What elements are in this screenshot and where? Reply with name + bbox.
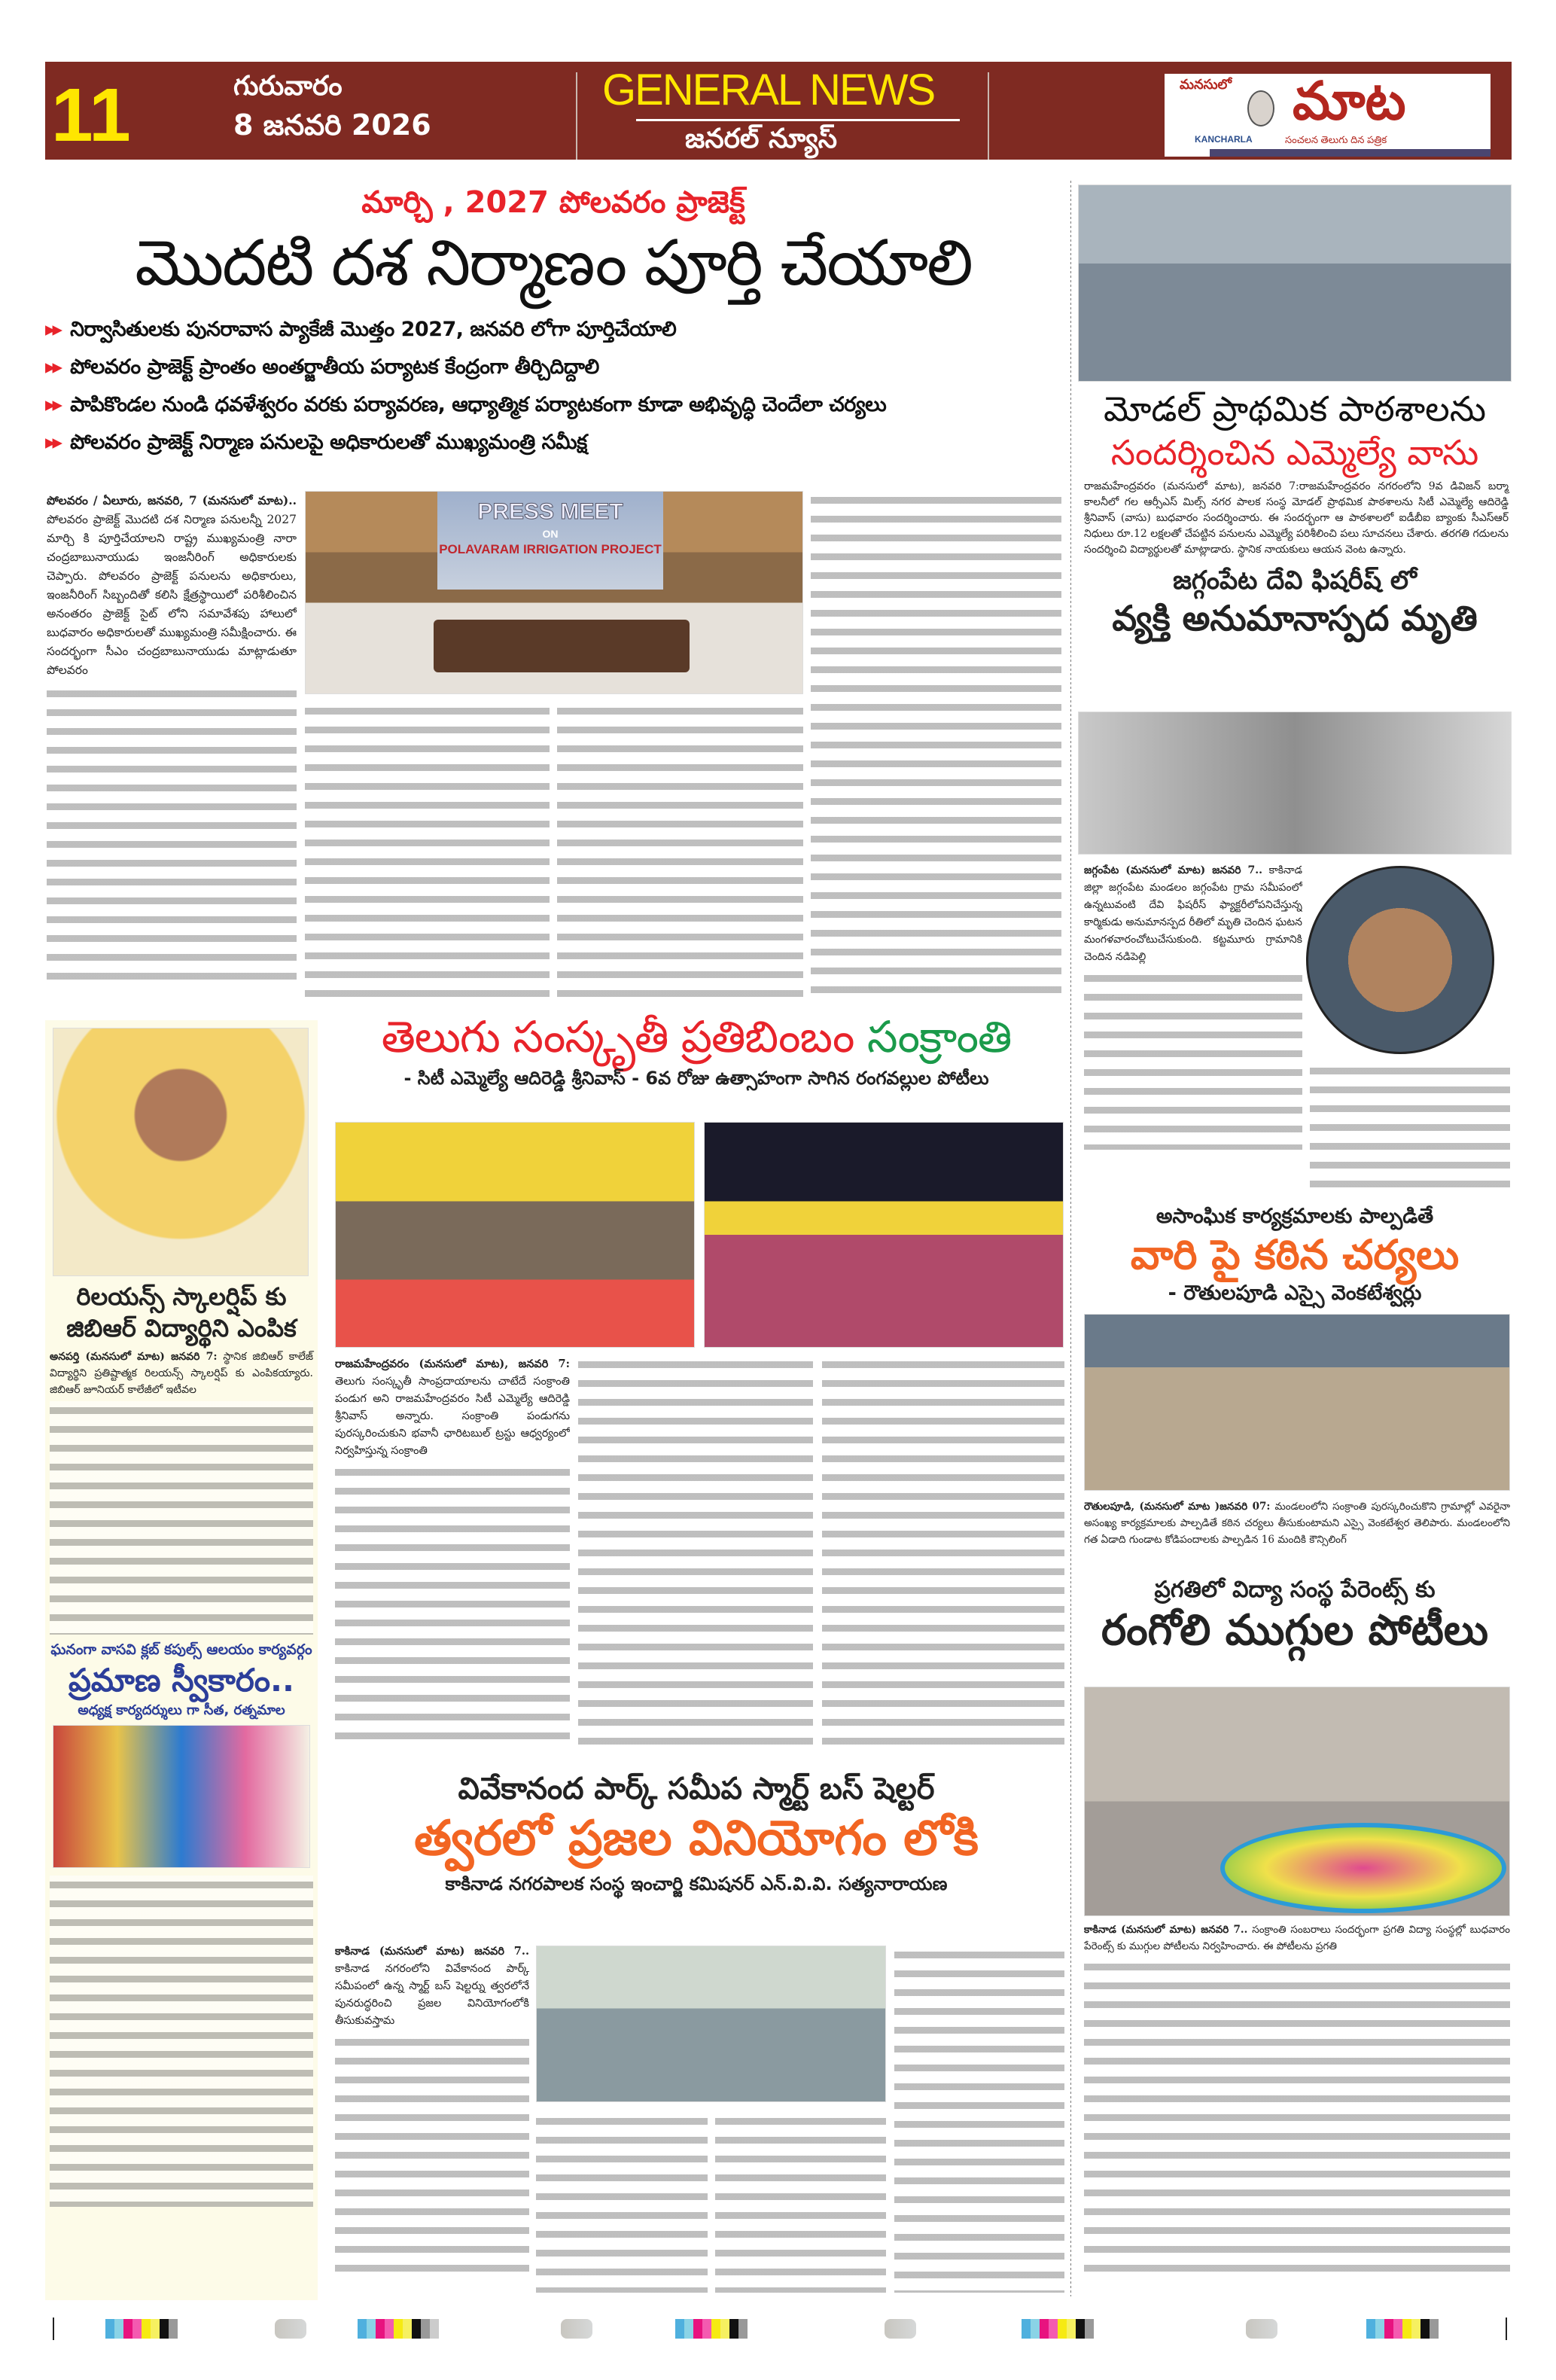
body-text: కాకినాడ జిల్లా జగ్గంపేట మండలం జగ్గంపేట గ్రామ సమీపంలో ఉన్నటువంటి దేవి ఫిషరీస్ ఫ్యాక్టరీలోపనిచేస్తున్న కార్మికుడు అనుమానస్పద రీతిలో మృతి చెందిన ఘటన మంగళవారంచోటుచేసుకుంది. కట్టమూరు గ్రామానికి చెందిన నడిపెల్లి: [1084, 864, 1302, 963]
logo-brand: KANCHARLA: [1195, 134, 1253, 145]
dateline: జగ్గంపేట (మనసులో మాట) జనవరి 7..: [1084, 864, 1263, 876]
lead-header: [45, 184, 1061, 467]
color-calibration-bar: [358, 2319, 439, 2339]
left-column-flow: [45, 1020, 318, 2207]
grey-patch: [275, 2319, 306, 2339]
masthead: [45, 62, 1512, 160]
vasavi-subhead: అధ్యక్ష కార్యదర్శులు గా సీత, రత్నమాల: [78, 1702, 285, 1718]
lead-bullet: [45, 392, 1061, 419]
headline-green-part: సంక్రాంతి: [866, 1011, 1012, 1062]
bus-headline: త్వరలో ప్రజల వినియోగం లోకి: [414, 1811, 979, 1867]
text-lines: [811, 491, 1061, 1003]
body-text: మండలంలోని సంక్రాంతి పురస్కరించుకొని గ్రామాల్లో ఎవరైనా అసంఖ్య కార్యక్రమాలకు పాల్పడితే కఠిన చర్యలు తీసుకుంటామని ఎస్సై వెంకటేశ్వర తెలిపారు. మండలంలోని గత ఏడాది గుండాట కోడిపందాలకు పాల్పడిన 16 మందికి కౌన్సిలింగ్: [1084, 1501, 1510, 1546]
bullet-arrow-icon: ▸▸: [45, 431, 60, 454]
bullet-arrow-icon: ▸▸: [45, 355, 60, 379]
bullet-text: పోలవరం ప్రాజెక్ట్ నిర్మాణ పనులపై అధికారులతో ముఖ్యమంత్రి సమీక్ష: [70, 431, 587, 454]
death-photo: [1078, 712, 1512, 855]
police-headline: వారి పై కఠిన చర్యలు: [1130, 1231, 1460, 1278]
dateline: రౌతులపూడి, (మనసులో మాట )జనవరి 07:: [1084, 1501, 1271, 1513]
text-lines: [1084, 969, 1302, 1150]
newspaper-logo: [1165, 74, 1491, 157]
grey-patch: [885, 2319, 916, 2339]
text-lines: [894, 1946, 1064, 2293]
divider: [576, 72, 577, 160]
logo-portrait-icon: [1247, 90, 1274, 126]
color-calibration-bar: [675, 2319, 748, 2339]
grey-patch: [1246, 2319, 1277, 2339]
text-lines: [335, 2033, 529, 2281]
divider: [636, 119, 960, 121]
logo-small-text: మనసులో: [1180, 77, 1232, 92]
body-text: తెలుగు సంస్కృతీ సాంప్రదాయాలను చాటేదే సంక్రాంతి పండుగ అని రాజమహేంద్రవరం సిటీ ఎమ్మెల్యే ఆదిరెడ్డి శ్రీనివాస్ అన్నారు. సంక్రాంతి పండుగను పురస్కరించుకుని భవానీ ఛారిటబుల్ ట్రస్టు ఆధ్వర్యంలో నిర్వహిస్తున్న సంక్రాంతి: [335, 1376, 570, 1457]
text-lines: [1310, 1062, 1510, 1197]
lead-bullet: [45, 316, 1061, 343]
divider: [988, 72, 989, 160]
dateline: అనపర్తి (మనసులో మాట) జనవరి 7:: [50, 1351, 218, 1363]
vasavi-photo: [53, 1725, 310, 1868]
lead-bullet: [45, 429, 1061, 456]
police-subhead: - రౌతులపూడి ఎస్సై వెంకటేశ్వర్లు: [1168, 1281, 1422, 1305]
dateline: పోలవరం / ఏలూరు, జనవరి, 7 (మనసులో మాట)..: [47, 493, 297, 507]
text-lines: [557, 702, 803, 1003]
sankranti-headline: [327, 1010, 1065, 1063]
bus-shelter-photo: [536, 1946, 886, 2102]
school-headline-red: సందర్శించిన ఎమ్మెల్యే వాసు: [1110, 432, 1479, 473]
bus-kicker: వివేకానంద పార్క్ సమీప స్మార్ట్ బస్ షెల్టర్: [458, 1772, 935, 1806]
body-text: స్థానిక జిబిఆర్ కాలేజ్ విద్యార్థిని ప్రతిష్టాత్మక రిలయన్స్ స్కాలర్షిప్ కు ఎంపికయ్యారు. జిబిఆర్ జూనియర్ కాలేజీలో ఇటీవల: [50, 1351, 313, 1396]
left-column: [45, 1020, 318, 2300]
headline-red-part: తెలుగు సంస్కృతీ ప్రతిబింబం: [381, 1011, 854, 1062]
color-calibration-bar: [1022, 2319, 1094, 2339]
vasavi-headline: ప్రమాణ స్వీకారం..: [69, 1662, 294, 1699]
registration-mark-icon: [53, 2318, 54, 2340]
sankranti-photo-1: [335, 1122, 695, 1348]
logo-title: మాట: [1293, 74, 1406, 132]
student-portrait-photo: [53, 1028, 309, 1276]
column-divider: [1070, 181, 1071, 2296]
rangoli-heading: [1078, 1575, 1512, 1656]
dateline: రాజమహేంద్రవరం (మనసులో మాట), జనవరి 7:: [335, 1358, 570, 1370]
press-meet-photo: [305, 491, 803, 694]
logo-strip: [1210, 149, 1491, 157]
sankranti-photo-2: [704, 1122, 1064, 1348]
text-lines: [822, 1355, 1064, 1754]
text-lines: [50, 1401, 313, 1635]
text-lines: [50, 1876, 313, 2207]
banner-title: PRESS MEET: [477, 499, 623, 524]
body-text: కాకినాడ నగరంలోని వివేకానంద పార్క్ సమీపంలో ఉన్న స్మార్ట్ బస్ షెల్టర్ను త్వరలోనే పునరుద్ధరించి ప్రజల వినియోగంలోకి తీసుకువస్తామ: [335, 1963, 529, 2027]
sankranti-subhead: - సిటీ ఎమ్మెల్యే ఆదిరెడ్డి శ్రీనివాస్ - 6వ రోజు ఉత్సాహంగా సాగిన రంగవల్లుల పోటీలు: [403, 1068, 989, 1089]
text-lines: [715, 2112, 886, 2293]
sankranti-body: [335, 1355, 570, 1754]
police-kicker: అసాంఘిక కార్యక్రమాలకు పాల్పడితే: [1156, 1205, 1434, 1228]
death-kicker: జగ్గంపేట దేవి ఫిషరీష్ లో: [1173, 565, 1417, 596]
police-body: [1084, 1498, 1510, 1570]
death-body: [1084, 862, 1302, 1197]
text-lines: [578, 1355, 813, 1754]
sankranti-heading: [327, 1010, 1065, 1090]
text-lines: [335, 1463, 570, 1749]
bullet-text: నిర్వాసితులకు పునరావాస ప్యాకేజీ మొత్తం 2027, జనవరి లోగా పూర్తిచేయాలి: [70, 318, 677, 341]
body-text: సంక్రాంతి సంబరాలు సందర్భంగా ప్రగతి విద్యా సంస్థల్లో బుధవారం పేరెంట్స్ కు ముగ్గుల పోటీలను నిర్వహించారు. ఈ పోటీలను ప్రగతి: [1084, 1924, 1510, 1952]
police-photo: [1084, 1314, 1510, 1491]
banner-project: POLAVARAM IRRIGATION PROJECT: [439, 542, 662, 556]
color-calibration-bar: [1366, 2319, 1439, 2339]
police-heading: [1078, 1203, 1512, 1307]
text-lines: [47, 684, 297, 986]
vasavi-kicker: ఘనంగా వాసవి క్లబ్ కపుల్స్ ఆలయం కార్యవర్గం: [50, 1641, 312, 1658]
logo-tagline: సంచలన తెలుగు దిన పత్రిక: [1285, 134, 1387, 145]
color-calibration-bar: [105, 2319, 178, 2339]
dateline: కాకినాడ (మనసులో మాట) జనవరి 7..: [335, 1945, 529, 1958]
rangoli-body: [1084, 1921, 1510, 2294]
rangoli-photo: [1084, 1687, 1510, 1916]
lead-kicker: మార్చి , 2027 పోలవరం ప్రాజెక్ట్: [361, 185, 745, 220]
press-meet-banner: [437, 492, 663, 590]
school-story: [1078, 387, 1512, 639]
scholarship-body: [50, 1348, 313, 1635]
lead-headline: మొదటి దశ నిర్మాణం పూర్తి చేయాలి: [135, 226, 972, 300]
school-visit-photo: [1078, 184, 1512, 382]
rangoli-design: [1220, 1823, 1506, 1913]
bus-heading: [327, 1769, 1065, 1896]
day-label: గురువారం: [233, 71, 343, 102]
conference-table: [434, 620, 690, 672]
lead-body: [47, 491, 297, 1003]
body-text: పోలవరం ప్రాజెక్ట్ మొదటి దశ నిర్మాణ పనులన్నీ 2027 మార్చి కి పూర్తిచేయాలని రాష్ట్ర ముఖ్యమంత్రి నారా చంద్రబాబునాయుడు ఇంజనీరింగ్ అధికారులకు చెప్పారు. పోలవరం ప్రాజెక్ట్ పనులను అధికారులు, ఇంజనీరింగ్ సిబ్బందితో కలిసి క్షేత్రస్థాయిలో పరిశీలించిన అనంతరం ప్రాజెక్ట్ సైట్ లోని సమావేశపు హాలులో బుధవారం అధికారులతో ముఖ్యమంత్రి సమీక్షించారు. ఈ సందర్భంగా సీఎం చంద్రబాబునాయుడు మాట్లాడుతూ పోలవరం: [47, 513, 297, 677]
rangoli-headline: రంగోలి ముగ్గుల పోటీలు: [1101, 1606, 1488, 1655]
death-headline: వ్యక్తి అనుమానాస్పద మృతి: [1112, 598, 1478, 638]
lead-bullet: [45, 354, 1061, 381]
bus-subhead: కాకినాడ నగరపాలక సంస్థ ఇంచార్జి కమిషనర్ ఎన్.వి.వి. సత్యనారాయణ: [445, 1873, 948, 1894]
bullet-arrow-icon: ▸▸: [45, 318, 60, 341]
section-title-te: జనరల్ న్యూస్: [685, 123, 838, 154]
page-number: 11: [51, 73, 131, 157]
school-headline: మోడల్ ప్రాథమిక పాఠశాలను: [1103, 389, 1486, 429]
registration-mark-icon: [1506, 2318, 1507, 2340]
bullet-text: పాపికొండల నుండి ధవళేశ్వరం వరకు పర్యావరణ, ఆధ్యాత్మిక పర్యాటకంగా కూడా అభివృద్ధి చెందేలా చర్యలు: [70, 393, 887, 416]
text-lines: [536, 2112, 708, 2293]
bullet-arrow-icon: ▸▸: [45, 393, 60, 416]
text-lines: [1084, 1958, 1510, 2274]
section-title-en: GENERAL NEWS: [602, 66, 935, 114]
grey-patch: [561, 2319, 592, 2339]
scholarship-headline: రిలయన్స్ స్కాలర్షిప్ కు జిబిఆర్ విద్యార్థిని ఎంపిక: [66, 1282, 297, 1342]
date-label: 8 జనవరి 2026: [233, 108, 431, 142]
text-lines: [305, 702, 550, 1003]
bus-body: [335, 1943, 529, 2293]
banner-on: ON: [542, 528, 559, 540]
victim-portrait-inset: [1306, 866, 1494, 1054]
bullet-text: పోలవరం ప్రాజెక్ట్ ప్రాంతం అంతర్జాతీయ పర్యాటక కేంద్రంగా తీర్చిదిద్దాలి: [70, 355, 599, 379]
school-body: రాజమహేంద్రవరం (మనసులో మాట), జనవరి 7:రాజమహేంద్రవరం నగరంలోని 9వ డివిజన్ బర్మా కాలనీలో గల ఆర్సీఎస్ మిల్స్ నగర పాలక సంస్థ మోడల్ ప్రాథమిక పాఠశాలను సిటీ ఎమ్మెల్యే ఆదిరెడ్డి శ్రీనివాస్ (వాసు) బుధవారం సందర్శించారు. ఈ సందర్భంగా ఆ పాఠశాలలో ఐడీబీఐ బ్యాంకు సీఎస్ఆర్ నిధులు రూ.12 లక్షలతో చేపట్టిన పనులను ఎమ్మెల్యే పరిశీలించి పలు సూచనలు చేశారు. తరగతి గదులను సందర్శించి విద్యార్థులతో మాట్లాడారు. స్థానిక నాయకులు ఆయన వెంట ఉన్నారు.: [1084, 480, 1509, 556]
rangoli-kicker: ప్రగతిలో విద్యా సంస్థ పేరెంట్స్ కు: [1154, 1577, 1436, 1603]
dateline: కాకినాడ (మనసులో మాట) జనవరి 7..: [1084, 1924, 1248, 1936]
